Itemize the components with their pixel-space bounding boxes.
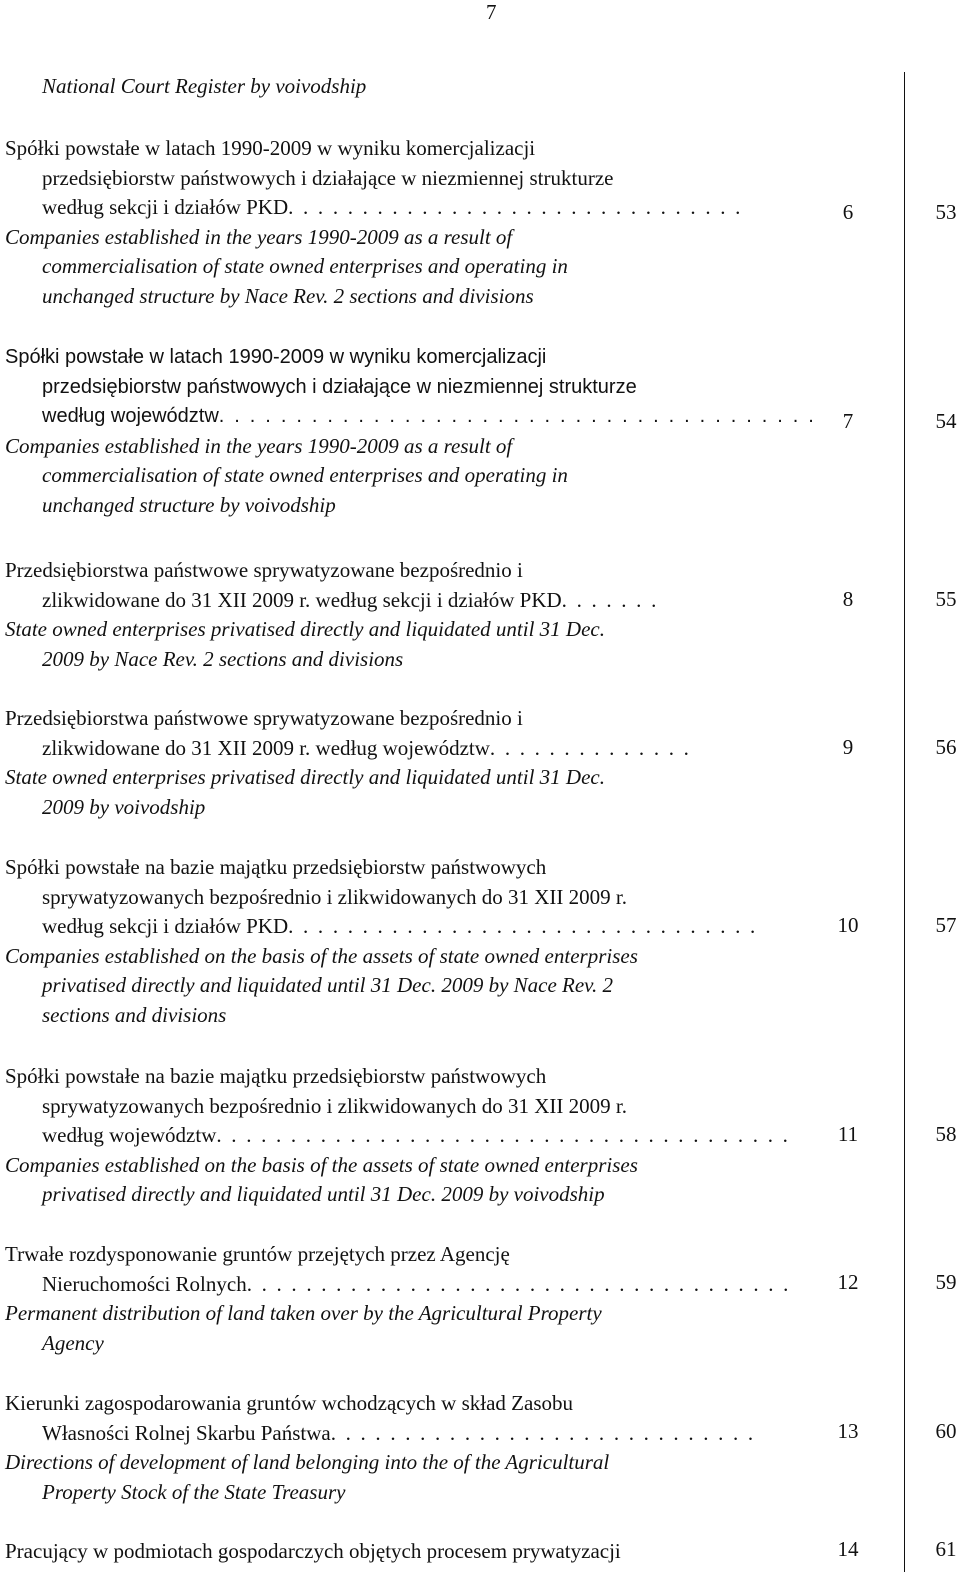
dot-leader: . . . . . . . . . . . . . . . . . . . . . . . . . . . . . . . . . . . . . . . [216,1123,791,1148]
dot-leader: . . . . . . . . . . . . . . [489,735,692,760]
entry-title-en-line: 2009 by voivodship [42,794,206,819]
dot-leader: . . . . . . . . . . . . . . . . . . . . . . . . . . . . . . . . . . . . . . . [218,405,817,428]
entry-title-pl-line: Spółki powstałe na bazie majątku przedsiębiorstw państwowych [5,855,547,879]
dot-leader: . . . . . . . . . . . . . . . . . . . . . . . . . . . . . [330,1420,756,1445]
entry-title-en-line: Property Stock of the State Treasury [42,1479,346,1504]
table-number: 9 [842,735,854,759]
entry-title-en-line: State owned enterprises privatised directly and liquidated until 31 Dec. [5,765,605,790]
page-ref: 55 [935,587,957,611]
page-ref: 58 [935,1122,957,1146]
entry-title-pl-line: Spółki powstałe na bazie majątku przedsiębiorstw państwowych [5,1064,547,1088]
entry-title-pl-line: Pracujący w podmiotach gospodarczych objętych procesem prywatyzacji [5,1539,621,1563]
entry-title-pl-line: według sekcji i działów PKD [42,195,289,220]
page-ref: 54 [935,409,957,433]
toc-entry [5,134,795,312]
page-ref: 59 [935,1270,957,1294]
entry-title-pl-line: Przedsiębiorstwa państwowe sprywatyzowane bezpośrednio i [5,558,523,582]
entry-title-en-line: sections and divisions [42,1002,227,1027]
table-number: 12 [837,1270,859,1294]
entry-title-en-line: Permanent distribution of land taken over by the Agricultural Property [5,1301,602,1326]
entry-title-pl-line: Własności Rolnej Skarbu Państwa [42,1420,331,1445]
dot-leader: . . . . . . . . . . . . . . . . . . . . . . . . . . . . . . . . . . . . . [246,1271,791,1296]
entry-title-en-line: Companies established in the years 1990-2009 as a result of [5,433,513,458]
dot-leader: . . . . . . . [561,587,659,612]
entry-title-en-line: commercialisation of state owned enterprises and operating in [42,463,568,488]
entry-title-en-line: commercialisation of state owned enterprises and operating in [42,254,568,279]
entry-title-en-line: unchanged structure by voivodship [42,492,336,517]
toc-entry [5,1389,795,1507]
entry-title-pl-line: przedsiębiorstw państwowych i działające w niezmiennej strukturze [42,375,637,398]
entry-title-en-line: Companies established on the basis of the assets of state owned enterprises [5,943,638,968]
dot-leader: . . . . . . . . . . . . . . . . . . . . . . . . . . . . . . . [288,195,743,220]
toc-entry [5,556,795,674]
entry-title-pl-line: Przedsiębiorstwa państwowe sprywatyzowane bezpośrednio i [5,706,523,730]
column-divider [904,72,905,1572]
entry-title-pl-line: Trwałe rozdysponowanie gruntów przejętych przez Agencję [5,1242,510,1266]
entry-title-en-line: 2009 by Nace Rev. 2 sections and divisions [42,646,404,671]
entry-title-pl-line: Spółki powstałe w latach 1990-2009 w wyniku komercjalizacji [5,346,547,368]
table-number: 7 [842,409,854,433]
entry-title-en-line: privatised directly and liquidated until 31 Dec. 2009 by voivodship [42,1182,605,1207]
table-number: 14 [837,1537,859,1561]
table-number: 13 [837,1419,859,1443]
entry-title-pl-line: sprywatyzowanych bezpośrednio i zlikwidowanych do 31 XII 2009 r. [42,1093,627,1118]
toc-entry [5,1240,795,1358]
entry-title-en-line: Companies established on the basis of the assets of state owned enterprises [5,1152,638,1177]
table-number: 6 [842,200,854,224]
entry-title-pl-line: przedsiębiorstw państwowych i działające w niezmiennej strukturze [42,165,614,190]
entry-title-en-line: State owned enterprises privatised directly and liquidated until 31 Dec. [5,617,605,642]
table-number: 8 [842,587,854,611]
toc-entry [5,1062,795,1210]
entry-title-pl-line: zlikwidowane do 31 XII 2009 r. według województw [42,735,490,760]
entry-title-en-line: unchanged structure by Nace Rev. 2 sections and divisions [42,283,534,308]
entry-title-pl-line: według sekcji i działów PKD [42,914,289,939]
toc-entry [5,1537,795,1567]
entry-title-en-line: Directions of development of land belonging into the of the Agricultural [5,1450,610,1475]
page-number: 7 [486,0,497,24]
page-ref: 61 [935,1537,957,1561]
section-title: National Court Register by voivodship [42,74,367,98]
toc-entry [5,704,795,822]
page-ref: 57 [935,913,957,937]
entry-title-en-line: privatised directly and liquidated until 31 Dec. 2009 by Nace Rev. 2 [42,973,613,998]
page-ref: 56 [935,735,957,759]
table-number: 10 [837,913,859,937]
entry-title-pl-line: Nieruchomości Rolnych [42,1271,247,1296]
entry-title-pl-line: według województw [42,1123,217,1148]
entry-title-en-line: Companies established in the years 1990-2009 as a result of [5,224,513,249]
page-ref: 53 [935,200,957,224]
entry-title-en-line: Agency [42,1330,104,1355]
entry-title-pl-line: według województw [42,405,219,428]
entry-title-pl-line: Kierunki zagospodarowania gruntów wchodzących w skład Zasobu [5,1391,573,1415]
entry-title-pl-line: sprywatyzowanych bezpośrednio i zlikwidowanych do 31 XII 2009 r. [42,884,627,909]
toc-entry [5,853,795,1031]
entry-title-pl-line: Spółki powstałe w latach 1990-2009 w wyniku komercjalizacji [5,136,536,160]
entry-title-pl-line: zlikwidowane do 31 XII 2009 r. według sekcji i działów PKD [42,587,562,612]
toc-entry [5,343,817,521]
page-ref: 60 [935,1419,957,1443]
table-number: 11 [837,1122,859,1146]
dot-leader: . . . . . . . . . . . . . . . . . . . . . . . . . . . . . . . . [288,914,758,939]
